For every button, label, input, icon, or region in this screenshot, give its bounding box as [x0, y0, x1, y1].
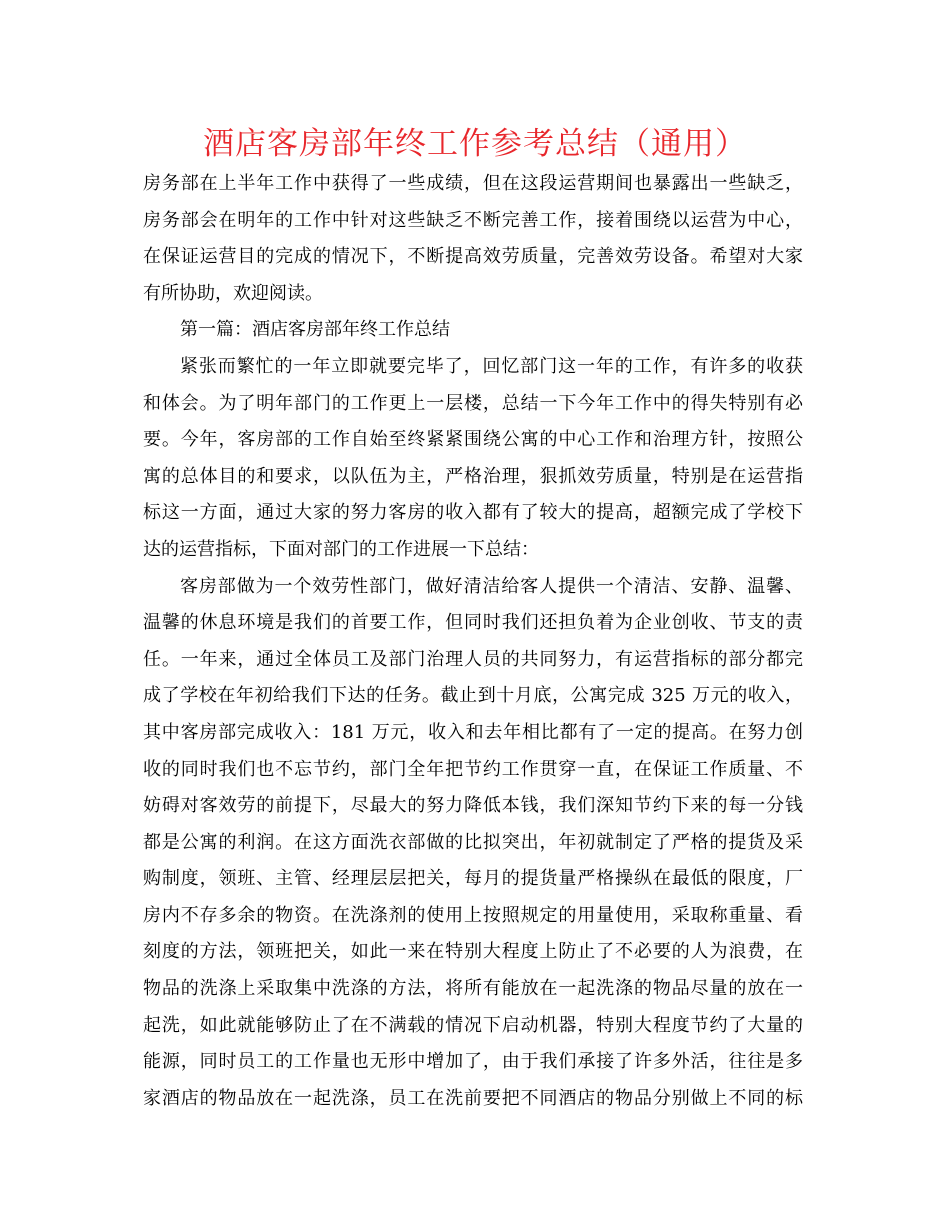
text-line: 在保证运营目的完成的情况下，不断提高效劳质量，完善效劳设备。希望对大家: [143, 246, 803, 268]
text-line: 寓的总体目的和要求，以队伍为主，严格治理，狠抓效劳质量，特别是在运营指: [143, 465, 803, 487]
paragraph: [143, 569, 803, 1118]
text-line: 其中客房部完成收入：181 万元，收入和去年相比都有了一定的提高。在努力创: [143, 721, 803, 743]
text-line: 房内不存多余的物资。在洗涤剂的使用上按照规定的用量使用，采取称重量、看: [143, 904, 803, 926]
text-line: 任。一年来，通过全体员工及部门治理人员的共同努力，有运营指标的部分都完: [143, 648, 803, 670]
text-line: 家酒店的物品放在一起洗涤，员工在洗前要把不同酒店的物品分别做上不同的标: [143, 1087, 803, 1109]
text-line: 温馨的休息环境是我们的首要工作，但同时我们还担负着为企业创收、节支的责: [143, 612, 803, 634]
text-line: 第一篇：酒店客房部年终工作总结: [180, 319, 450, 341]
text-line: 客房部做为一个效劳性部门，做好清洁给客人提供一个清洁、安静、温馨、: [180, 575, 803, 597]
text-line: 物品的洗涤上采取集中洗涤的方法，将所有能放在一起洗涤的物品尽量的放在一: [143, 978, 803, 1000]
text-line: 和体会。为了明年部门的工作更上一层楼，总结一下今年工作中的得失特别有必: [143, 392, 803, 414]
text-line: 房务部会在明年的工作中针对这些缺乏不断完善工作，接着围绕以运营为中心，: [143, 209, 803, 231]
text-line: 有所协助，欢迎阅读。: [143, 282, 323, 304]
text-line: 紧张而繁忙的一年立即就要完毕了，回忆部门这一年的工作，有许多的收获: [180, 355, 803, 377]
text-line: 都是公寓的利润。在这方面洗衣部做的比拟突出，年初就制定了严格的提货及采: [143, 831, 803, 853]
document-body: [143, 166, 803, 1117]
text-line: 标这一方面，通过大家的努力客房的收入都有了较大的提高，超额完成了学校下: [143, 502, 803, 524]
text-line: 房务部在上半年工作中获得了一些成绩，但在这段运营期间也暴露出一些缺乏，: [143, 173, 803, 194]
text-line: 起洗，如此就能够防止了在不满载的情况下启动机器，特别大程度节约了大量的: [143, 1014, 803, 1036]
text-line: 妨碍对客效劳的前提下，尽最大的努力降低本钱，我们深知节约下来的每一分钱: [143, 795, 803, 817]
text-line: 成了学校在年初给我们下达的任务。截止到十月底，公寓完成 325 万元的收入，: [143, 685, 803, 707]
text-line: 能源，同时员工的工作量也无形中增加了，由于我们承接了许多外活，往往是多: [143, 1051, 803, 1073]
text-line: 达的运营指标，下面对部门的工作进展一下总结：: [143, 538, 539, 560]
paragraph: [143, 312, 803, 349]
paragraph: [143, 349, 803, 569]
document-title: 酒店客房部年终工作参考总结（通用）: [203, 126, 747, 162]
text-line: 刻度的方法，领班把关，如此一来在特别大程度上防止了不必要的人为浪费，在: [143, 941, 803, 963]
text-line: 要。今年，客房部的工作自始至终紧紧围绕公寓的中心工作和治理方针，按照公: [143, 429, 803, 451]
text-line: 收的同时我们也不忘节约，部门全年把节约工作贯穿一直，在保证工作质量、不: [143, 758, 803, 780]
paragraph: [143, 166, 803, 312]
text-line: 购制度，领班、主管、经理层层把关，每月的提货量严格操纵在最低的限度，厂: [143, 868, 803, 890]
